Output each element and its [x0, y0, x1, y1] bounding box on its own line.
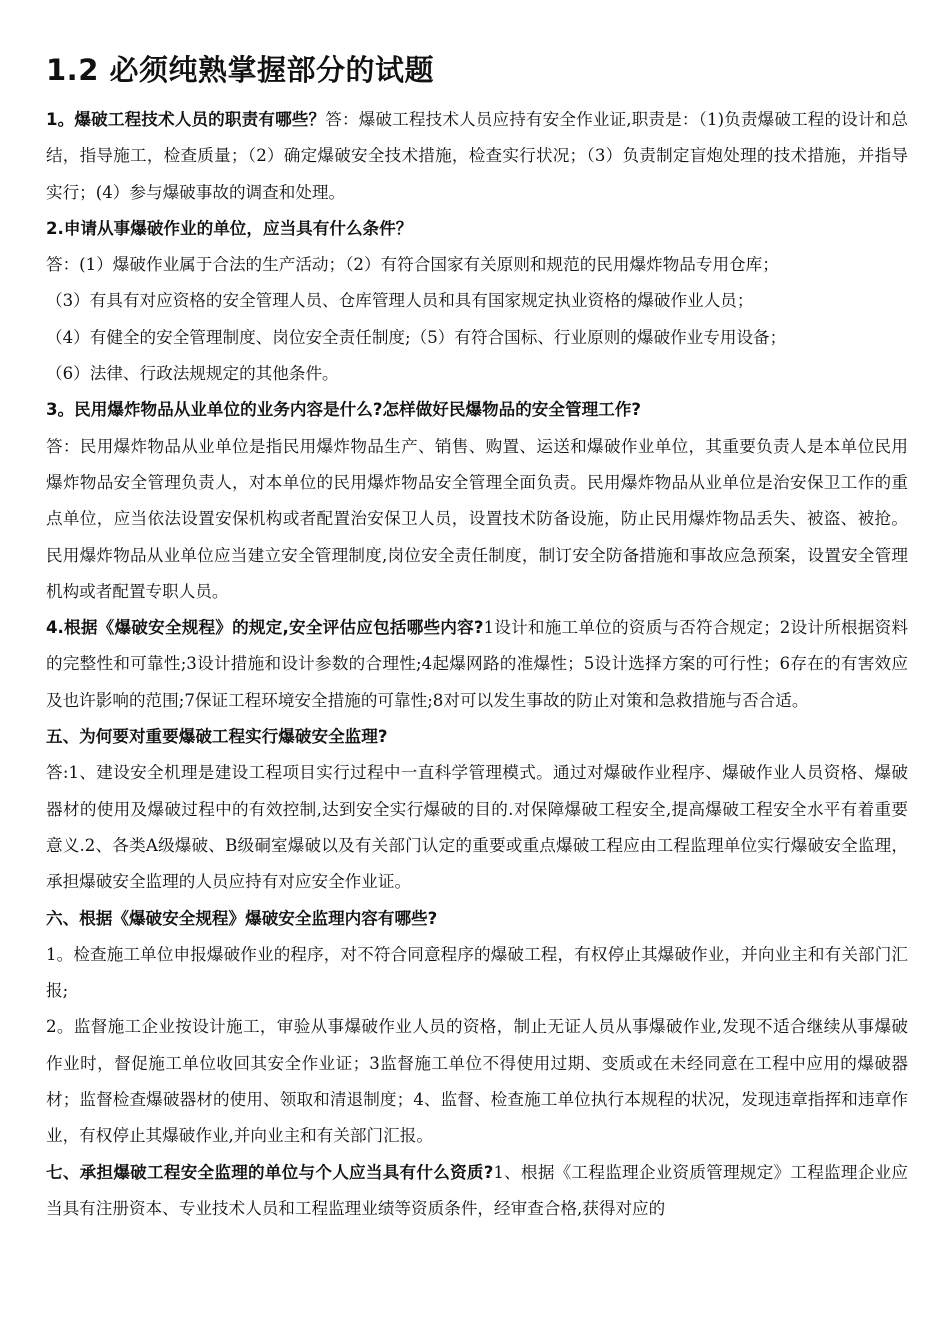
question-6: 六、根据《爆破安全规程》爆破安全监理内容有哪些? — [46, 908, 438, 928]
question-7: 七、承担爆破工程安全监理的单位与个人应当具有什么资质? — [46, 1162, 494, 1182]
answer-1: 答：爆破工程技术人员应持有安全作业证,职责是：（1)负责爆破工程的设计和总结，指导施工，检查质量；（2）确定爆破安全技术措施，检查实行状况；（3）负责制定盲炮处理的技术措施，并指导实行；(4）参与爆破事故的调查和处理。 — [46, 110, 909, 202]
answer-5: 答:1、建设安全机理是建设工程项目实行过程中一直科学管理模式。通过对爆破作业程序、爆破作业人员资格、爆破器材的使用及爆破过程中的有效控制,达到安全实行爆破的目的.对保障爆破工程安全,提高爆破工程安全水平有着重要意义.2、各类A级爆破、B级硐室爆破以及有关部门认定的重要或重点爆破工程应由工程监理单位实行爆破安全监理，承担爆破安全监理的人员应持有对应安全作业证。 — [46, 763, 908, 892]
question-5: 五、为何要对重要爆破工程实行爆破安全监理? — [46, 727, 388, 747]
section-7 — [46, 1155, 908, 1228]
answer-3: 答：民用爆炸物品从业单位是指民用爆炸物品生产、销售、购置、运送和爆破作业单位，其重要负责人是本单位民用爆炸物品安全管理负责人，对本单位的民用爆炸物品安全管理全面负责。民用爆炸物品从业单位是治安保卫工作的重点单位，应当依法设置安保机构或者配置治安保卫人员，设置技术防备设施，防止民用爆炸物品丢失、被盗、被抢。民用爆炸物品从业单位应当建立安全管理制度,岗位安全责任制度，制订安全防备措施和事故应急预案，设置安全管理机构或者配置专职人员。 — [46, 436, 908, 601]
document-title: 1.2 必须纯熟掌握部分的试题 — [46, 53, 434, 87]
answer-6-item-1: 1。检查施工单位申报爆破作业的程序，对不符合同意程序的爆破工程，有权停止其爆破作业，并向业主和有关部门汇报; — [46, 944, 908, 1001]
question-3: 3。民用爆炸物品从业单位的业务内容是什么?怎样做好民爆物品的安全管理工作? — [46, 400, 641, 420]
answer-2-line-2: （3）有具有对应资格的安全管理人员、仓库管理人员和具有国家规定执业资格的爆破作业人员； — [46, 291, 754, 311]
section-1 — [46, 102, 908, 211]
answer-2-line-3: （4）有健全的安全管理制度、岗位安全责任制度;（5）有符合国标、行业原则的爆破作业专用设备； — [46, 327, 787, 347]
section-4 — [46, 610, 908, 719]
answer-2-line-4: （6）法律、行政法规规定的其他条件。 — [46, 364, 339, 384]
question-1: 1。爆破工程技术人员的职责有哪些？ — [46, 110, 326, 129]
answer-2-line-1: 答：(1）爆破作业属于合法的生产活动；（2）有符合国家有关原则和规范的民用爆炸物品专用仓库； — [46, 255, 779, 275]
question-2: 2.申请从事爆破作业的单位，应当具有什么条件？ — [46, 218, 413, 238]
answer-4: 1设计和施工单位的资质与否符合规定；2设计所根据资料的完整性和可靠性;3设计措施和设计参数的合理性;4起爆网路的准爆性；5设计选择方案的可行性；6存在的有害效应及也许影响的范围;7保证工程环境安全措施的可靠性;8对可以发生事故的防止对策和急救措施与否合适。 — [46, 618, 908, 710]
answer-6-item-2: 2。监督施工企业按设计施工，审验从事爆破作业人员的资格，制止无证人员从事爆破作业,发现不适合继续从事爆破作业时，督促施工单位收回其安全作业证；3监督施工单位不得使用过期、变质或在未经同意在工程中应用的爆破器材；监督检查爆破器材的使用、领取和清退制度；4、监督、检查施工单位执行本规程的状况，发现违章指挥和违章作业，有权停止其爆破作业,并向业主和有关部门汇报。 — [46, 1017, 908, 1146]
document-page — [46, 50, 908, 1227]
answer-7: 1、根据《工程监理企业资质管理规定》工程监理企业应当具有注册资本、专业技术人员和工程监理业绩等资质条件，经审查合格,获得对应的 — [46, 1162, 909, 1218]
question-4: 4.根据《爆破安全规程》的规定,安全评估应包括哪些内容? — [46, 618, 484, 638]
